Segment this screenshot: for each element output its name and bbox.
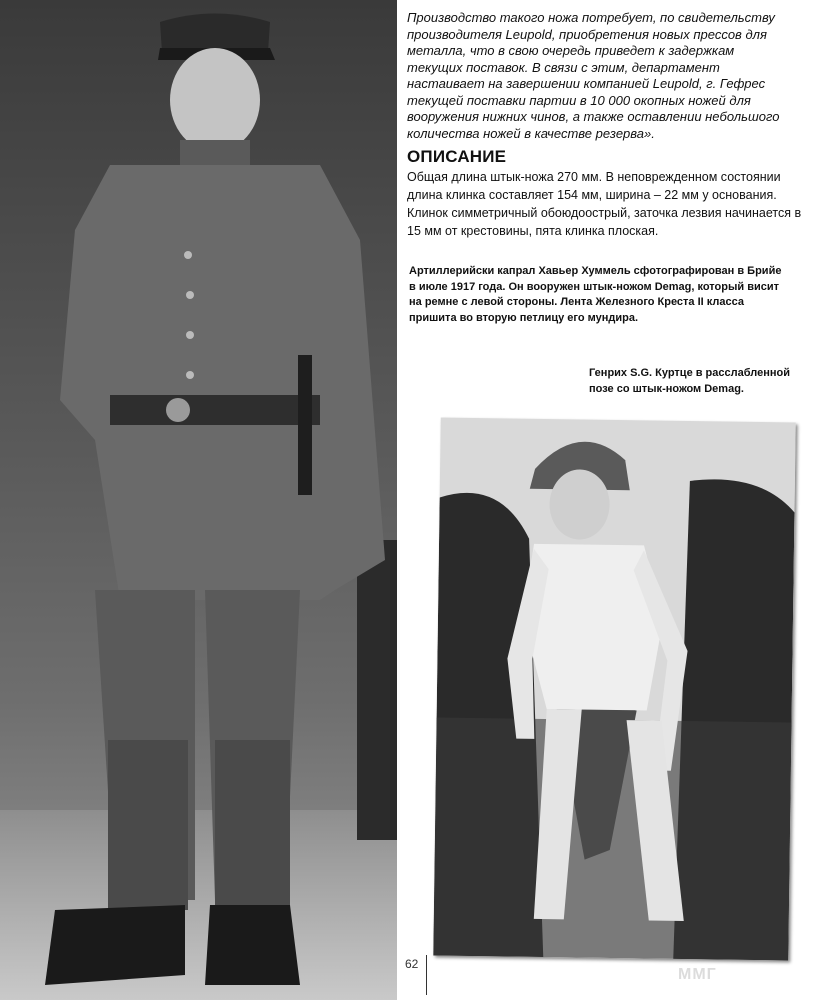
soldier-caption: Артиллерийски капрал Хавьер Хуммель сфотографирован в Брийе в июле 1917 года. Он вооружен штык-ножом Demag, который висит на ремне с левой стороны. Лента Железного Креста II класса пришита во вторую петлицу его мундира. xyxy=(409,265,782,324)
page-divider xyxy=(426,955,427,995)
section-heading: ОПИСАНИЕ xyxy=(407,147,507,166)
page-number: 62 xyxy=(405,957,419,971)
man-photo xyxy=(433,418,795,961)
quote-paragraph: Производство такого ножа потребует, по свидетельству производителя Leupold, приобретения новых прессов для металла, что в свою очередь приведет к задержкам текущих поставок. В связи с этим, департамент настаивает на завершении компанией Leupold, г. Гефрес текущей поставки партии в 10 000 окопных ножей для вооружения нижних чинов, а также оставлении небольшого количества ножей в качестве резерва». xyxy=(407,10,780,141)
description-paragraph: Общая длина штык-ножа 270 мм. В неповрежденном состоянии длина клинка составляет 154 мм, ширина – 22 мм у основания. Клинок симметричный обоюдоострый, заточка лезвия начинается в 15 мм от крестовины, пята клинка плоская. xyxy=(407,170,802,238)
soldier-figure xyxy=(0,0,397,1000)
watermark: ММГ xyxy=(678,966,717,983)
soldier-photo xyxy=(0,0,397,1000)
man-caption: Генрих S.G. Куртце в расслабленной позе со штык-ножом Demag. xyxy=(589,367,790,395)
man-figure xyxy=(433,418,795,961)
